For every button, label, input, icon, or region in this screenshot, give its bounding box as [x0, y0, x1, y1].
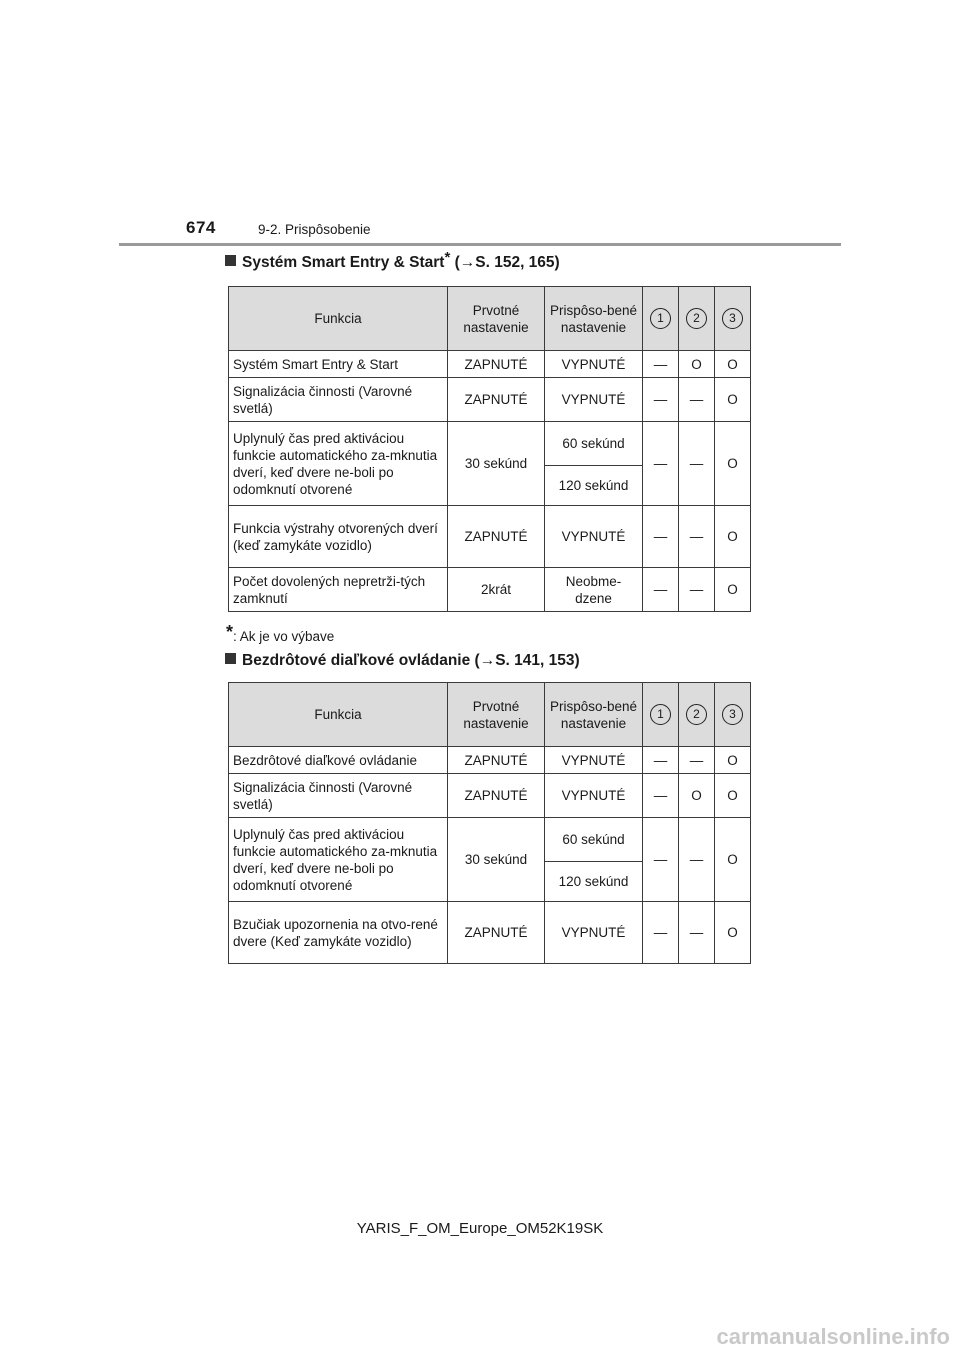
header-custom: Prispôso-bené nastavenie [545, 683, 643, 747]
header-mode-2 [679, 287, 715, 351]
table-row [229, 506, 751, 568]
number-3-circle-icon: 3 [722, 308, 743, 329]
function-cell: Funkcia výstrahy otvorených dverí (keď zamykáte vozidlo) [229, 506, 448, 568]
section-title-smart-entry [225, 249, 560, 272]
table-header-row [229, 287, 751, 351]
footnote [226, 622, 334, 644]
bullet-square-icon [225, 653, 236, 664]
mode-2-cell: — [679, 818, 715, 902]
mode-3-cell: O [715, 351, 751, 378]
custom-cell: VYPNUTÉ [545, 902, 643, 964]
mode-3-cell: O [715, 378, 751, 422]
custom-cell: 60 sekúnd [545, 422, 643, 466]
header-function: Funkcia [229, 683, 448, 747]
function-cell: Signalizácia činnosti (Varovné svetlá) [229, 774, 448, 818]
header-default: Prvotné nastavenie [448, 287, 545, 351]
custom-cell: 120 sekúnd [545, 862, 643, 902]
default-cell: 30 sekúnd [448, 818, 545, 902]
default-cell: ZAPNUTÉ [448, 506, 545, 568]
default-cell: ZAPNUTÉ [448, 774, 545, 818]
header-mode-2 [679, 683, 715, 747]
mode-1-cell: — [643, 378, 679, 422]
smart-entry-settings-table [228, 286, 751, 612]
table-row [229, 378, 751, 422]
table-row [229, 747, 751, 774]
header-mode-3 [715, 683, 751, 747]
mode-3-cell: O [715, 568, 751, 612]
page-reference: (→S. 141, 153) [474, 652, 580, 669]
custom-cell: Neobme-dzene [545, 568, 643, 612]
header-divider [119, 243, 841, 246]
table-row [229, 902, 751, 964]
table-row [229, 351, 751, 378]
bullet-square-icon [225, 255, 236, 266]
mode-2-cell: — [679, 568, 715, 612]
mode-1-cell: — [643, 774, 679, 818]
footnote-marker: * [444, 249, 451, 266]
default-cell: ZAPNUTÉ [448, 378, 545, 422]
table-header-row [229, 683, 751, 747]
mode-2-cell: — [679, 422, 715, 506]
watermark: carmanualsonline.info [716, 1324, 950, 1349]
mode-1-cell: — [643, 818, 679, 902]
default-cell: ZAPNUTÉ [448, 351, 545, 378]
page-reference: (→S. 152, 165) [454, 254, 560, 271]
custom-cell: VYPNUTÉ [545, 506, 643, 568]
default-cell: ZAPNUTÉ [448, 902, 545, 964]
number-2-circle-icon: 2 [686, 308, 707, 329]
custom-cell: 60 sekúnd [545, 818, 643, 862]
custom-cell: VYPNUTÉ [545, 351, 643, 378]
mode-3-cell: O [715, 774, 751, 818]
section-title-text: Systém Smart Entry & Start [242, 254, 445, 271]
mode-2-cell: — [679, 378, 715, 422]
number-1-circle-icon: 1 [650, 308, 671, 329]
mode-3-cell: O [715, 818, 751, 902]
section-title-remote-control [225, 652, 580, 670]
custom-cell: 120 sekúnd [545, 466, 643, 506]
footnote-text: : Ak je vo výbave [233, 629, 335, 644]
table-row [229, 422, 751, 466]
function-cell: Systém Smart Entry & Start [229, 351, 448, 378]
custom-cell: VYPNUTÉ [545, 378, 643, 422]
custom-cell: VYPNUTÉ [545, 747, 643, 774]
header-function: Funkcia [229, 287, 448, 351]
function-cell: Bzučiak upozornenia na otvo-rené dvere (Keď zamykáte vozidlo) [229, 902, 448, 964]
number-3-circle-icon: 3 [722, 704, 743, 725]
function-cell: Bezdrôtové diaľkové ovládanie [229, 747, 448, 774]
custom-cell: VYPNUTÉ [545, 774, 643, 818]
header-default: Prvotné nastavenie [448, 683, 545, 747]
mode-2-cell: O [679, 351, 715, 378]
function-cell: Uplynulý čas pred aktiváciou funkcie automatického za-mknutia dverí, keď dvere ne-boli po odomknutí otvorené [229, 818, 448, 902]
mode-3-cell: O [715, 422, 751, 506]
default-cell: ZAPNUTÉ [448, 747, 545, 774]
mode-2-cell: — [679, 747, 715, 774]
table-row [229, 568, 751, 612]
mode-2-cell: — [679, 506, 715, 568]
mode-2-cell: — [679, 902, 715, 964]
chapter-title: 9-2. Prispôsobenie [258, 222, 371, 237]
default-cell: 30 sekúnd [448, 422, 545, 506]
header-mode-1 [643, 683, 679, 747]
function-cell: Signalizácia činnosti (Varovné svetlá) [229, 378, 448, 422]
number-1-circle-icon: 1 [650, 704, 671, 725]
mode-1-cell: — [643, 747, 679, 774]
default-cell: 2krát [448, 568, 545, 612]
mode-1-cell: — [643, 506, 679, 568]
header-mode-1 [643, 287, 679, 351]
header-custom: Prispôso-bené nastavenie [545, 287, 643, 351]
page-number: 674 [186, 218, 216, 237]
mode-1-cell: — [643, 568, 679, 612]
number-2-circle-icon: 2 [686, 704, 707, 725]
function-cell: Uplynulý čas pred aktiváciou funkcie automatického za-mknutia dverí, keď dvere ne-boli po odomknutí otvorené [229, 422, 448, 506]
function-cell: Počet dovolených nepretrži-tých zamknutí [229, 568, 448, 612]
header-mode-3 [715, 287, 751, 351]
section-title-text: Bezdrôtové diaľkové ovládanie [242, 652, 471, 669]
table-row [229, 774, 751, 818]
mode-1-cell: — [643, 351, 679, 378]
footnote-star: * [226, 622, 234, 642]
mode-2-cell: O [679, 774, 715, 818]
mode-3-cell: O [715, 747, 751, 774]
mode-1-cell: — [643, 422, 679, 506]
table-row [229, 818, 751, 862]
document-id: YARIS_F_OM_Europe_OM52K19SK [356, 1220, 604, 1237]
remote-control-settings-table [228, 682, 751, 964]
mode-3-cell: O [715, 506, 751, 568]
mode-1-cell: — [643, 902, 679, 964]
mode-3-cell: O [715, 902, 751, 964]
